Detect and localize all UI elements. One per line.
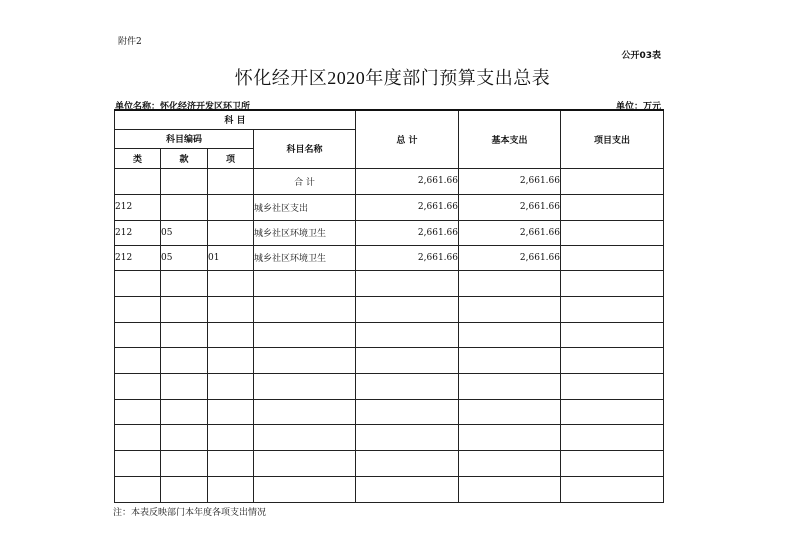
table-row — [115, 245, 664, 270]
empty-row — [115, 424, 664, 450]
empty-row — [115, 347, 664, 373]
empty-cell — [356, 347, 459, 373]
empty-cell — [356, 373, 459, 399]
header-class: 类 — [115, 148, 161, 168]
cell-subject-name: 城乡社区环境卫生 — [254, 245, 356, 270]
header-project-expenditure: 项目支出 — [561, 110, 664, 168]
empty-cell — [459, 450, 561, 476]
empty-cell — [356, 476, 459, 502]
form-code: 公开03表 — [621, 51, 661, 61]
header-subject-name: 科目名称 — [254, 129, 356, 168]
empty-row — [115, 450, 664, 476]
empty-row — [115, 296, 664, 322]
empty-cell — [561, 476, 664, 502]
cell-basic: 2,661.66 — [459, 245, 561, 270]
cell-item — [208, 194, 254, 220]
header-basic-expenditure: 基本支出 — [459, 110, 561, 168]
empty-cell — [561, 399, 664, 424]
empty-cell — [208, 476, 254, 502]
cell-project — [561, 168, 664, 194]
empty-cell — [208, 296, 254, 322]
empty-cell — [561, 424, 664, 450]
empty-cell — [115, 450, 161, 476]
empty-cell — [208, 424, 254, 450]
cell-basic: 2,661.66 — [459, 220, 561, 245]
empty-cell — [254, 270, 356, 296]
empty-cell — [254, 476, 356, 502]
empty-cell — [459, 322, 561, 347]
empty-cell — [459, 424, 561, 450]
cell-total: 2,661.66 — [356, 245, 459, 270]
header-total: 总 计 — [356, 110, 459, 168]
empty-cell — [115, 296, 161, 322]
empty-row — [115, 373, 664, 399]
empty-cell — [161, 270, 208, 296]
empty-row — [115, 270, 664, 296]
empty-cell — [208, 373, 254, 399]
footnote: 注：本表反映部门本年度各项支出情况 — [113, 508, 267, 518]
empty-cell — [161, 424, 208, 450]
empty-cell — [161, 347, 208, 373]
empty-cell — [459, 296, 561, 322]
empty-cell — [561, 296, 664, 322]
empty-cell — [208, 347, 254, 373]
table-row — [115, 220, 664, 245]
cell-section: 05 — [161, 220, 208, 245]
cell-basic: 2,661.66 — [459, 168, 561, 194]
empty-cell — [459, 476, 561, 502]
empty-cell — [356, 322, 459, 347]
empty-cell — [208, 322, 254, 347]
cell-project — [561, 245, 664, 270]
empty-cell — [356, 270, 459, 296]
empty-cell — [459, 270, 561, 296]
currency-unit: 单位：万元 — [615, 102, 661, 112]
empty-row — [115, 399, 664, 424]
empty-cell — [115, 270, 161, 296]
empty-cell — [561, 270, 664, 296]
empty-cell — [208, 450, 254, 476]
cell-total: 2,661.66 — [356, 220, 459, 245]
empty-cell — [459, 347, 561, 373]
empty-cell — [208, 270, 254, 296]
empty-cell — [115, 424, 161, 450]
table-row-total — [115, 168, 664, 194]
empty-cell — [208, 399, 254, 424]
empty-cell — [161, 450, 208, 476]
empty-cell — [161, 399, 208, 424]
header-section: 款 — [161, 148, 208, 168]
empty-cell — [115, 373, 161, 399]
cell-section — [161, 168, 208, 194]
empty-cell — [356, 424, 459, 450]
empty-cell — [161, 373, 208, 399]
empty-cell — [115, 347, 161, 373]
empty-cell — [356, 450, 459, 476]
cell-subject-name: 合 计 — [254, 168, 356, 194]
empty-cell — [254, 424, 356, 450]
empty-cell — [115, 399, 161, 424]
empty-cell — [459, 373, 561, 399]
table-row — [115, 194, 664, 220]
header-subject-code: 科目编码 — [115, 129, 254, 148]
empty-cell — [561, 450, 664, 476]
cell-project — [561, 220, 664, 245]
empty-row — [115, 476, 664, 502]
cell-total: 2,661.66 — [356, 194, 459, 220]
cell-class: 212 — [115, 220, 161, 245]
empty-cell — [561, 322, 664, 347]
empty-cell — [561, 373, 664, 399]
attachment-label: 附件2 — [118, 37, 142, 47]
cell-item — [208, 220, 254, 245]
empty-cell — [161, 476, 208, 502]
empty-cell — [115, 322, 161, 347]
empty-cell — [561, 347, 664, 373]
page-title: 怀化经开区2020年度部门预算支出总表 — [234, 68, 551, 88]
empty-cell — [254, 322, 356, 347]
cell-class: 212 — [115, 194, 161, 220]
cell-section: 05 — [161, 245, 208, 270]
cell-subject-name: 城乡社区支出 — [254, 194, 356, 220]
cell-project — [561, 194, 664, 220]
cell-section — [161, 194, 208, 220]
empty-cell — [459, 399, 561, 424]
cell-basic: 2,661.66 — [459, 194, 561, 220]
empty-row — [115, 322, 664, 347]
cell-total: 2,661.66 — [356, 168, 459, 194]
empty-cell — [161, 322, 208, 347]
cell-class: 212 — [115, 245, 161, 270]
empty-cell — [254, 399, 356, 424]
empty-cell — [356, 399, 459, 424]
cell-class — [115, 168, 161, 194]
empty-cell — [254, 296, 356, 322]
cell-subject-name: 城乡社区环境卫生 — [254, 220, 356, 245]
header-item: 项 — [208, 148, 254, 168]
header-subject: 科 目 — [115, 110, 356, 129]
empty-cell — [254, 347, 356, 373]
empty-cell — [254, 450, 356, 476]
empty-cell — [115, 476, 161, 502]
empty-cell — [356, 296, 459, 322]
budget-table — [114, 109, 664, 503]
empty-cell — [254, 373, 356, 399]
cell-item — [208, 168, 254, 194]
cell-item: 01 — [208, 245, 254, 270]
unit-name: 单位名称：怀化经济开发区环卫所 — [115, 102, 251, 112]
empty-cell — [161, 296, 208, 322]
